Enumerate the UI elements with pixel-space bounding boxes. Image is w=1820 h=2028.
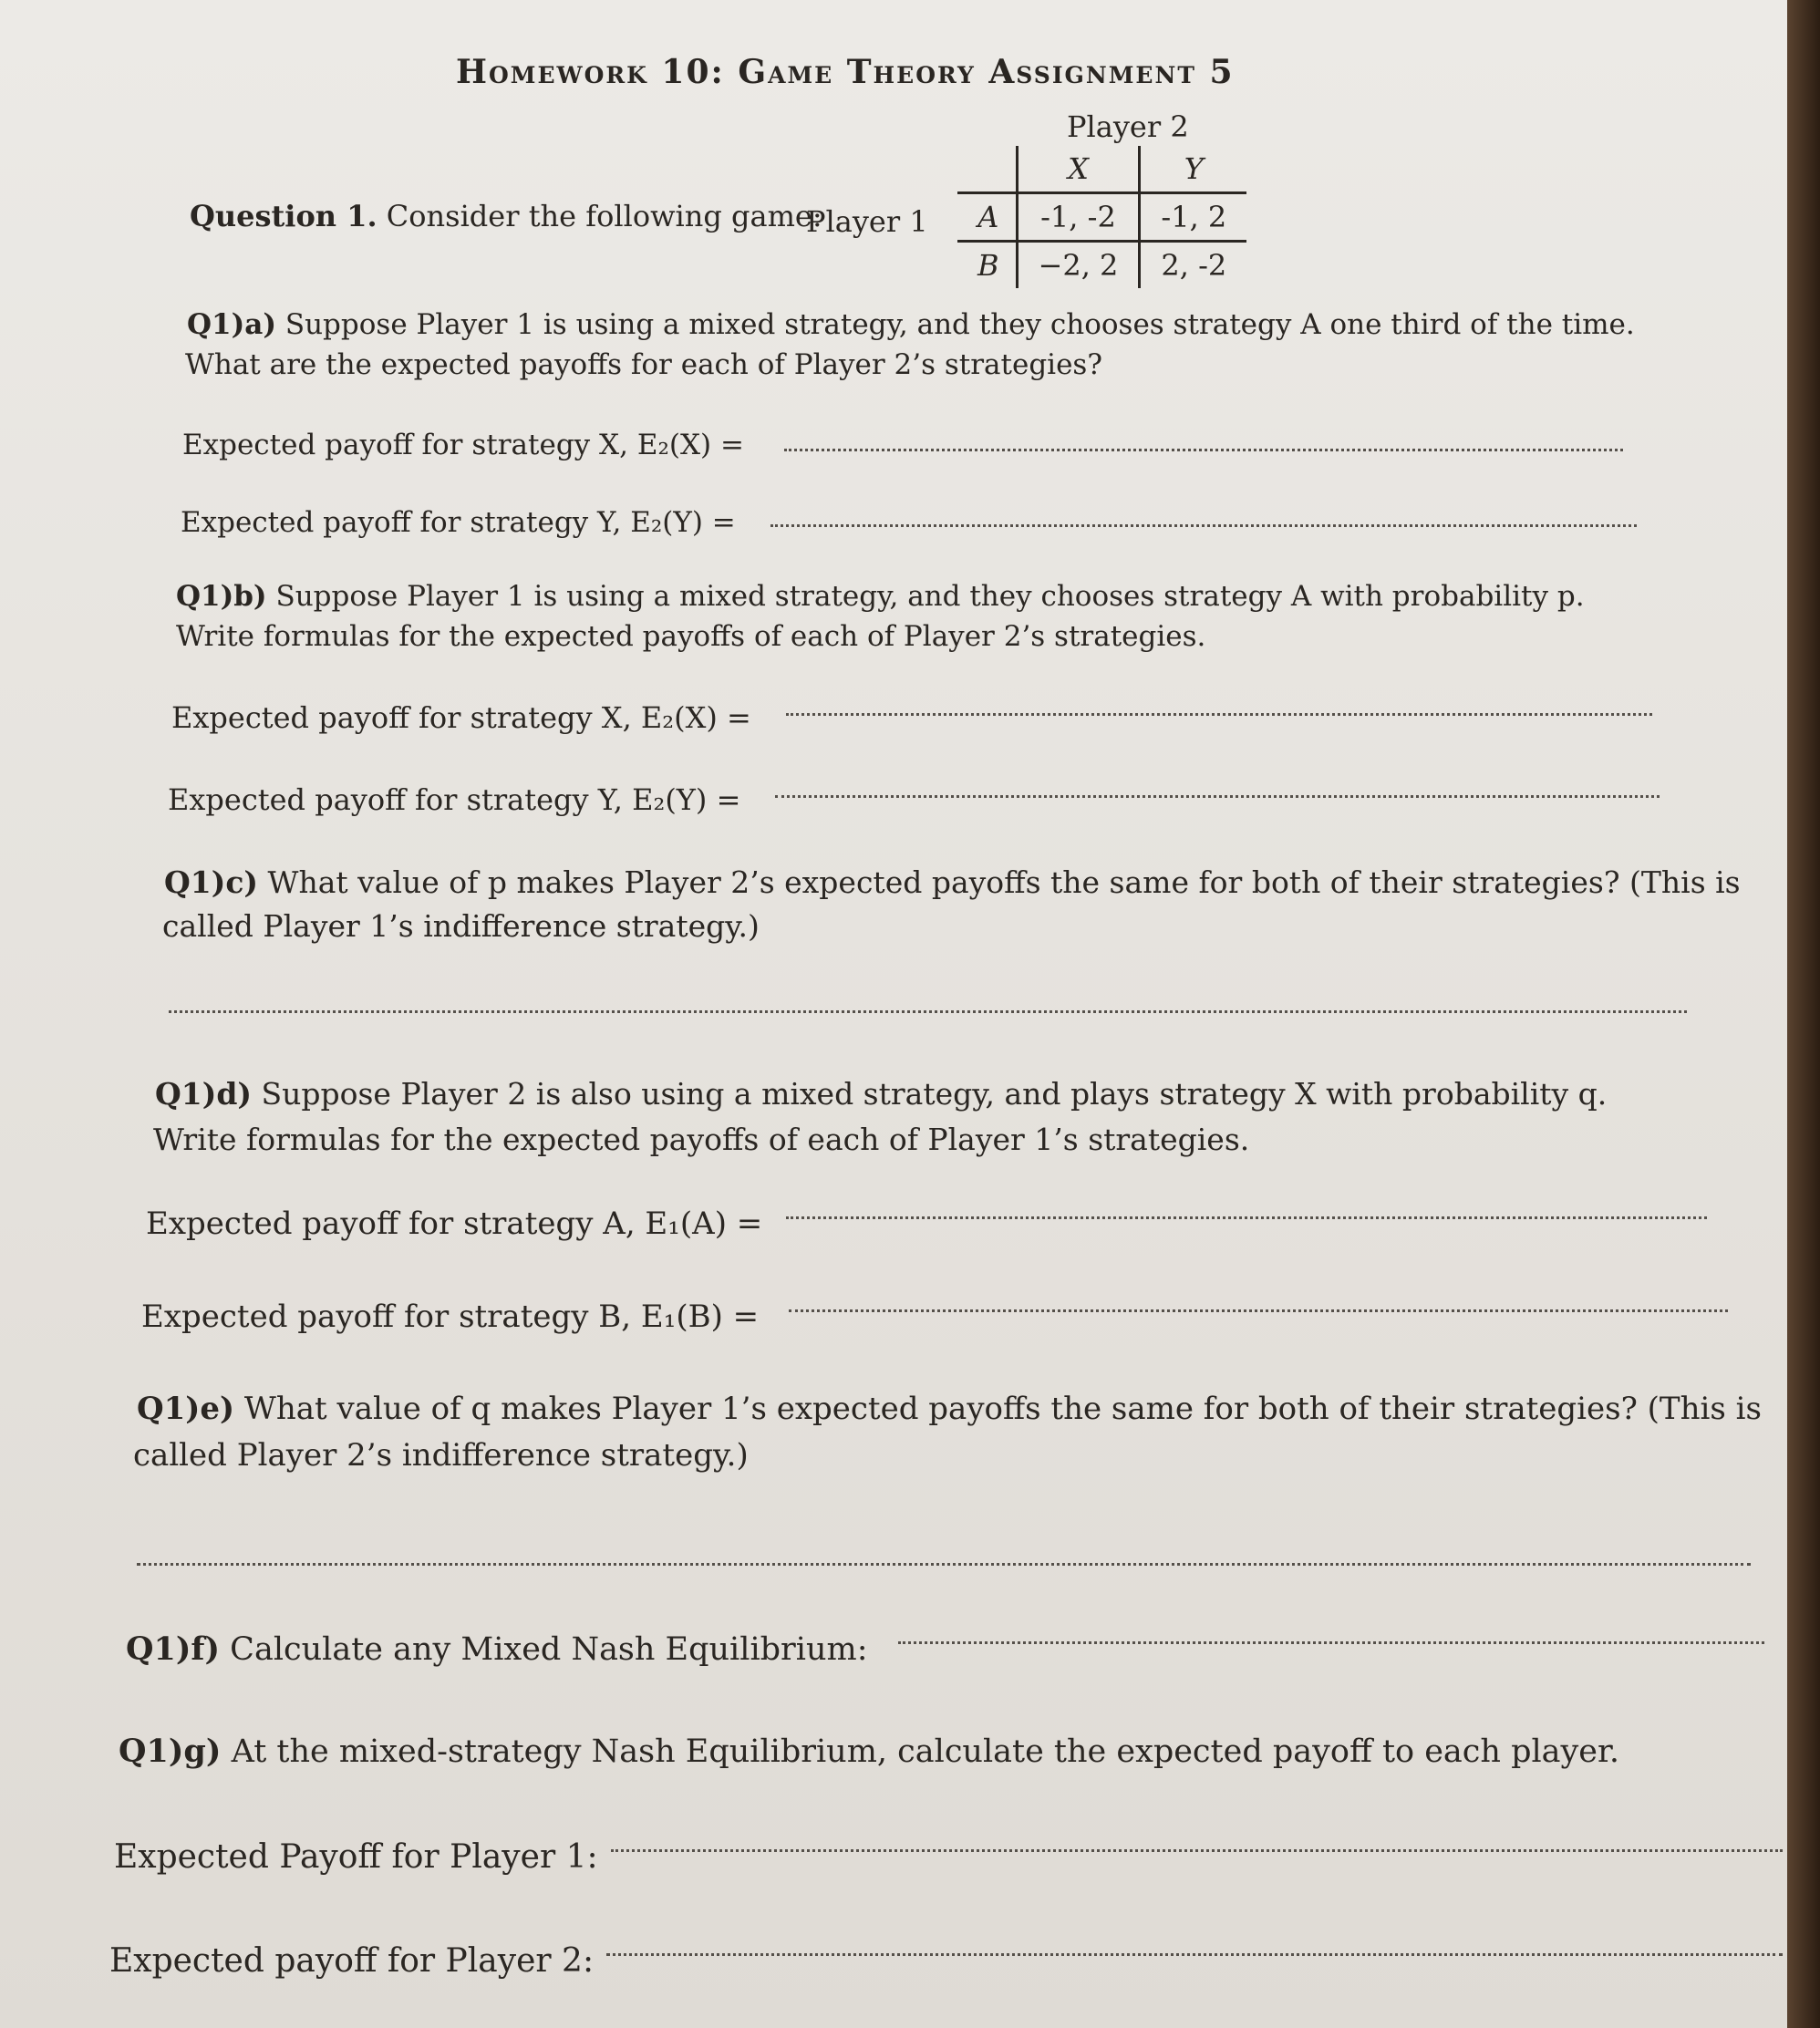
- q1e-answer-line[interactable]: [137, 1563, 1751, 1566]
- row-header-b: B: [957, 242, 1017, 289]
- q1c-line2: called Player 1’s indifference strategy.): [162, 908, 760, 944]
- q1c-answer-line[interactable]: [169, 1010, 1687, 1013]
- q1a-field-x-label: Expected payoff for strategy X, E₂(X) =: [182, 429, 744, 461]
- q1b-line2: Write formulas for the expected payoffs of each of Player 2’s strategies.: [176, 620, 1206, 653]
- q1g-player1-label: Expected Payoff for Player 1:: [114, 1838, 598, 1876]
- payoff-cell-b-x: −2, 2: [1017, 242, 1140, 289]
- matrix-corner: [957, 146, 1017, 193]
- page-title: Homework 10: Game Theory Assignment 5: [456, 53, 1235, 91]
- payoff-cell-a-x: -1, -2: [1017, 193, 1140, 242]
- q1g-answer-line-player2[interactable]: [606, 1953, 1783, 1956]
- question-1-text: Consider the following game:: [386, 199, 822, 233]
- q1a-field-y-label: Expected payoff for strategy Y, E₂(Y) =: [181, 506, 736, 539]
- desk-edge: [1787, 0, 1820, 2028]
- q1d-line1: [155, 1076, 1607, 1112]
- q1b-field-x-label: Expected payoff for strategy X, E₂(X) =: [171, 700, 751, 735]
- question-1-intro: [190, 199, 822, 233]
- q1a-answer-line-x[interactable]: [784, 449, 1623, 451]
- row-header-a: A: [957, 193, 1017, 242]
- q1a-answer-line-y[interactable]: [770, 524, 1637, 527]
- q1g-answer-line-player1[interactable]: [611, 1849, 1783, 1852]
- q1b-label: Q1)b): [176, 580, 267, 613]
- payoff-cell-a-y: -1, 2: [1140, 193, 1246, 242]
- q1e-line1: [137, 1391, 1762, 1427]
- q1e-label: Q1)e): [137, 1391, 235, 1427]
- q1c-label: Q1)c): [164, 864, 259, 900]
- q1b-answer-line-x[interactable]: [786, 713, 1652, 716]
- q1e-line2: called Player 2’s indifference strategy.): [133, 1437, 749, 1474]
- q1b-line1: [176, 580, 1585, 613]
- player1-label: Player 1: [806, 204, 928, 239]
- payoff-cell-b-y: 2, -2: [1140, 242, 1246, 289]
- col-header-x: X: [1017, 146, 1140, 193]
- q1g-line: [119, 1733, 1619, 1770]
- q1g-label: Q1)g): [119, 1733, 222, 1770]
- q1d-answer-line-b[interactable]: [789, 1309, 1728, 1312]
- q1f-text: Calculate any Mixed Nash Equilibrium:: [230, 1631, 868, 1668]
- payoff-matrix: [957, 146, 1246, 288]
- q1a-line1: [187, 308, 1635, 341]
- q1g-player2-label: Expected payoff for Player 2:: [109, 1942, 595, 1980]
- q1d-answer-line-a[interactable]: [786, 1216, 1707, 1219]
- q1f-label: Q1)f): [126, 1630, 221, 1668]
- q1a-text: Suppose Player 1 is using a mixed strategy, and they chooses strategy A one third of the time.: [284, 308, 1635, 341]
- q1a-label: Q1)a): [187, 308, 276, 341]
- q1d-field-a-label: Expected payoff for strategy A, E₁(A) =: [146, 1205, 763, 1242]
- col-header-y: Y: [1140, 146, 1246, 193]
- player2-label: Player 2: [1067, 109, 1189, 144]
- q1d-line2: Write formulas for the expected payoffs of each of Player 1’s strategies.: [153, 1122, 1250, 1157]
- q1f-answer-line[interactable]: [898, 1641, 1764, 1644]
- q1d-label: Q1)d): [155, 1076, 253, 1112]
- q1a-line2: What are the expected payoffs for each of Player 2’s strategies?: [185, 348, 1102, 381]
- q1b-text: Suppose Player 1 is using a mixed strategy, and they chooses strategy A with probability p.: [275, 580, 1585, 613]
- q1f-line: [126, 1630, 868, 1668]
- q1e-text: What value of q makes Player 1’s expected payoffs the same for both of their strategies? (This is: [243, 1391, 1762, 1427]
- q1d-text: Suppose Player 2 is also using a mixed strategy, and plays strategy X with probability q.: [261, 1076, 1608, 1112]
- q1g-text: At the mixed-strategy Nash Equilibrium, calculate the expected payoff to each player.: [231, 1733, 1620, 1770]
- q1b-answer-line-y[interactable]: [775, 795, 1660, 798]
- q1b-field-y-label: Expected payoff for strategy Y, E₂(Y) =: [168, 782, 741, 817]
- q1c-line1: [164, 864, 1741, 900]
- q1d-field-b-label: Expected payoff for strategy B, E₁(B) =: [141, 1299, 760, 1335]
- question-1-label: Question 1.: [190, 199, 377, 233]
- q1c-text: What value of p makes Player 2’s expected payoffs the same for both of their strategies? (This is: [267, 864, 1741, 900]
